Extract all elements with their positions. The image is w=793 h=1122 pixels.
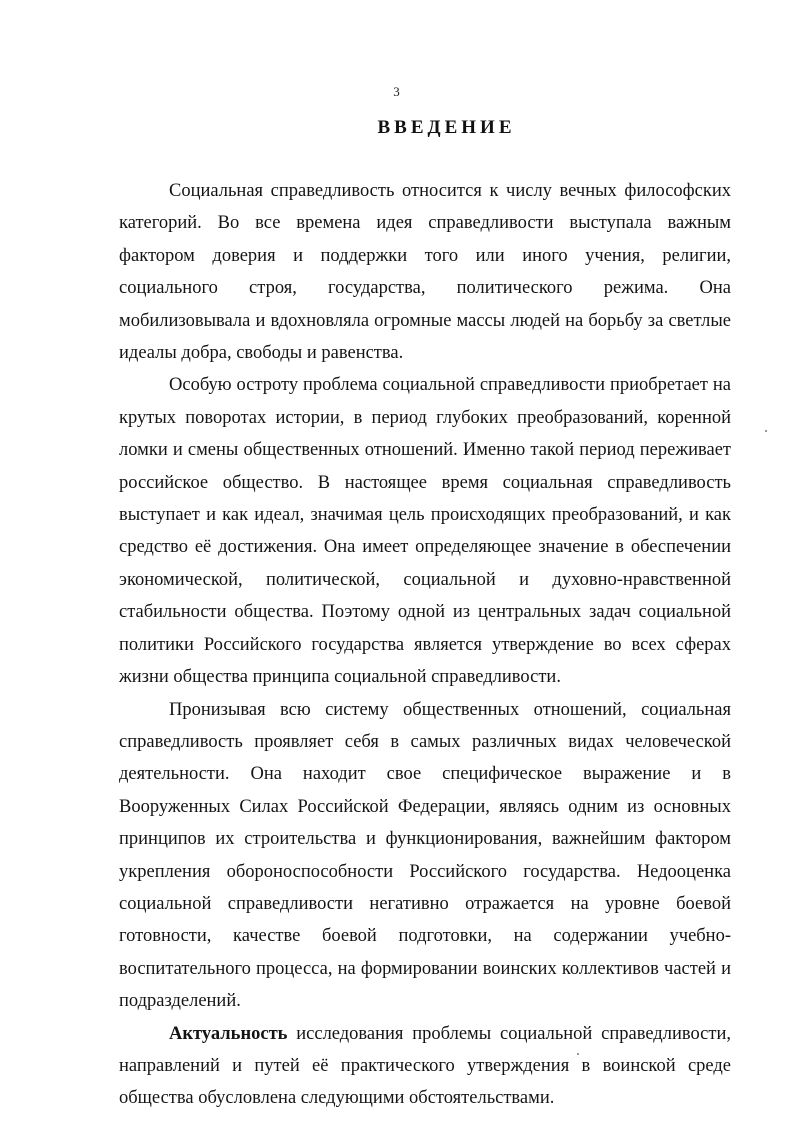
page-number: 3 [393, 84, 400, 99]
scan-speck [765, 430, 767, 432]
paragraph-1: Социальная справедливость относится к числу вечных философских категорий. Во все времена идея справедливости выступала важным фактором доверия и поддержки того или иного учения, религии, социального строя, государства, политического режима. Она мобилизовывала и вдохновляла огромные массы людей на борьбу за светлые идеалы добра, свободы и равенства. [119, 181, 731, 364]
paragraph-4-text: исследования проблемы социальной справедливости, направлений и путей её практического утверждения в воинской среде общества обусловлена следующими обстоятельствами. [119, 1023, 731, 1109]
paragraph-4-lead: Актуальность [169, 1023, 288, 1044]
paragraph-2: Особую остроту проблема социальной справедливости приобретает на крутых поворотах истории, в период глубоких преобразований, коренной ломки и смены общественных отношений. Именно такой период переживает российское общество. В настоящее время социальная справедливость выступает и как идеал, значимая цель происходящих преобразований, и как средство её достижения. Она имеет определяющее значение в обеспечении экономической, политической, социальной и духовно-нравственной стабильности общества. Поэтому одной из центральных задач социальной политики Российского государства является утверждение во всех сферах жизни общества принципа социальной справедливости. [119, 375, 731, 688]
body-text [119, 175, 731, 1115]
paragraph-4 [119, 1018, 731, 1115]
scan-speck [577, 1053, 579, 1055]
page-title: ВВЕДЕНИЕ [377, 117, 516, 138]
paragraph-3: Пронизывая всю систему общественных отношений, социальная справедливость проявляет себя в самых различных видах человеческой деятельности. Она находит свое специфическое выражение и в Вооруженных Силах Российской Федерации, являясь одним из основных принципов их строительства и функционирования, важнейшим фактором укрепления обороноспособности Российского государства. Недооценка социальной справедливости негативно отражается на уровне боевой готовности, качестве боевой подготовки, на содержании учебно-воспитательного процесса, на формировании воинских коллективов частей и подразделений. [119, 699, 731, 1012]
